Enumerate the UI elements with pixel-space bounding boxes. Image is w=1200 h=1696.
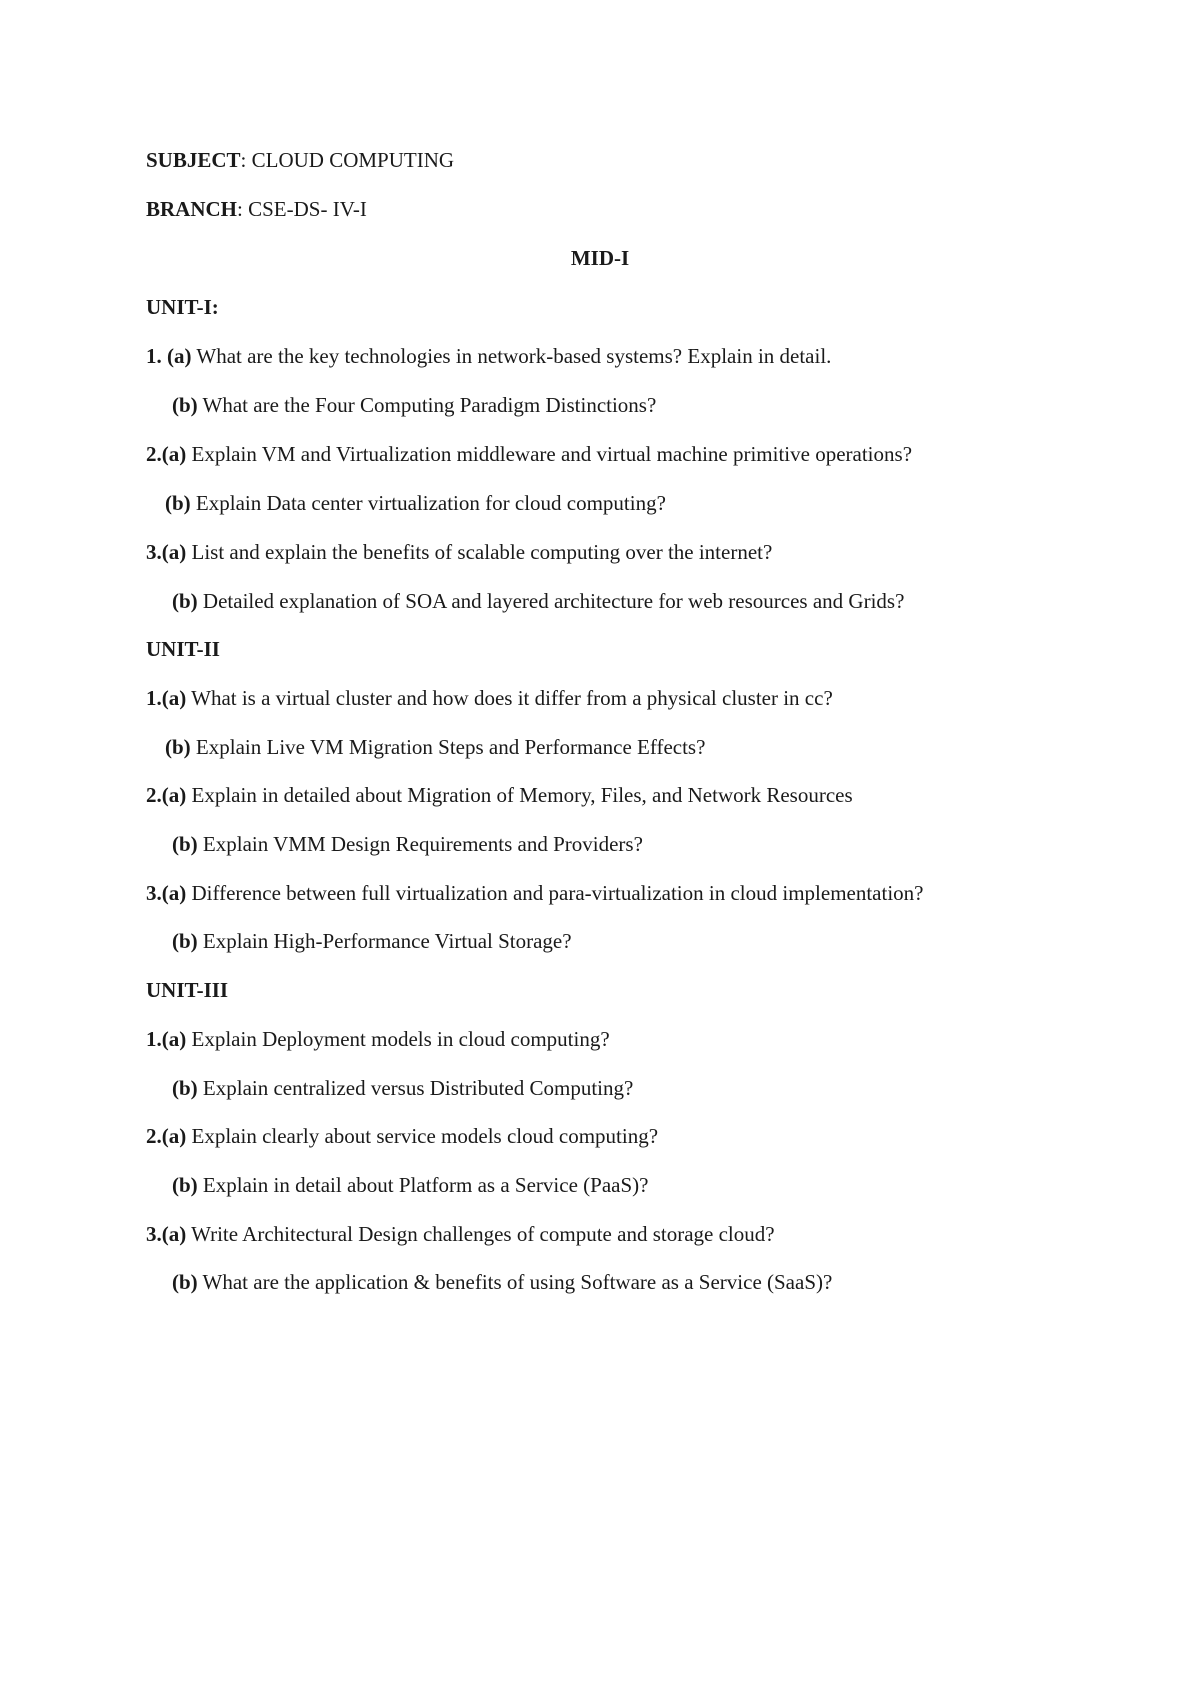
question-item <box>172 928 572 954</box>
branch-label: BRANCH <box>146 197 238 221</box>
question-item <box>172 1075 633 1101</box>
question-number: (b) <box>172 1173 198 1197</box>
question-item <box>146 1221 775 1247</box>
question-text: Write Architectural Design challenges of compute and storage cloud? <box>186 1222 775 1246</box>
question-text: Explain in detailed about Migration of Memory, Files, and Network Resources <box>186 783 853 807</box>
question-text: Detailed explanation of SOA and layered architecture for web resources and Grids? <box>197 589 905 613</box>
question-item <box>172 392 656 418</box>
question-text: Difference between full virtualization and para-virtualization in cloud implementation? <box>186 881 924 905</box>
question-item <box>172 1172 648 1198</box>
question-text: What is a virtual cluster and how does it differ from a physical cluster in cc? <box>186 686 833 710</box>
question-item <box>146 343 831 369</box>
question-text: Explain centralized versus Distributed Computing? <box>197 1076 634 1100</box>
question-text: What are the key technologies in network-based systems? Explain in detail. <box>191 344 832 368</box>
question-item <box>165 490 666 516</box>
subject-label: SUBJECT <box>146 148 241 172</box>
question-text: Explain clearly about service models cloud computing? <box>186 1124 659 1148</box>
question-item <box>146 1123 658 1149</box>
question-text: List and explain the benefits of scalable computing over the internet? <box>186 540 773 564</box>
question-text: Explain VMM Design Requirements and Providers? <box>197 832 643 856</box>
question-number: (b) <box>165 491 191 515</box>
question-text: Explain Data center virtualization for cloud computing? <box>190 491 666 515</box>
question-number: (b) <box>172 393 198 417</box>
question-text: What are the Four Computing Paradigm Distinctions? <box>197 393 657 417</box>
question-item <box>146 441 912 467</box>
question-number: 2.(a) <box>146 783 187 807</box>
unit-title: UNIT-III <box>146 978 229 1002</box>
question-number: 1. (a) <box>146 344 192 368</box>
question-number: (b) <box>165 735 191 759</box>
question-item <box>146 1026 610 1052</box>
unit-title: UNIT-I: <box>146 295 219 319</box>
question-item <box>146 539 772 565</box>
question-text: Explain Deployment models in cloud computing? <box>186 1027 610 1051</box>
unit-title: UNIT-II <box>146 637 220 661</box>
question-number: 3.(a) <box>146 540 187 564</box>
question-text: What are the application & benefits of using Software as a Service (SaaS)? <box>197 1270 833 1294</box>
question-text: Explain VM and Virtualization middleware and virtual machine primitive operations? <box>186 442 913 466</box>
exam-title: MID-I <box>570 246 630 270</box>
question-number: 1.(a) <box>146 1027 187 1051</box>
question-text: Explain High-Performance Virtual Storage? <box>197 929 572 953</box>
question-number: 2.(a) <box>146 1124 187 1148</box>
question-number: (b) <box>172 589 198 613</box>
question-item <box>146 782 853 808</box>
branch-line <box>146 196 367 222</box>
question-number: 1.(a) <box>146 686 187 710</box>
branch-value: : CSE-DS- IV-I <box>237 197 367 221</box>
question-number: 2.(a) <box>146 442 187 466</box>
question-number: 3.(a) <box>146 1222 187 1246</box>
question-text: Explain in detail about Platform as a Service (PaaS)? <box>197 1173 649 1197</box>
question-item <box>172 831 643 857</box>
question-item <box>165 734 705 760</box>
question-number: (b) <box>172 929 198 953</box>
question-number: (b) <box>172 1270 198 1294</box>
question-number: (b) <box>172 832 198 856</box>
question-number: 3.(a) <box>146 881 187 905</box>
question-item <box>146 685 833 711</box>
subject-line <box>146 147 454 173</box>
question-item <box>146 880 924 906</box>
subject-value: : CLOUD COMPUTING <box>240 148 455 172</box>
question-text: Explain Live VM Migration Steps and Performance Effects? <box>190 735 706 759</box>
question-item <box>172 588 904 614</box>
question-number: (b) <box>172 1076 198 1100</box>
question-item <box>172 1269 832 1295</box>
